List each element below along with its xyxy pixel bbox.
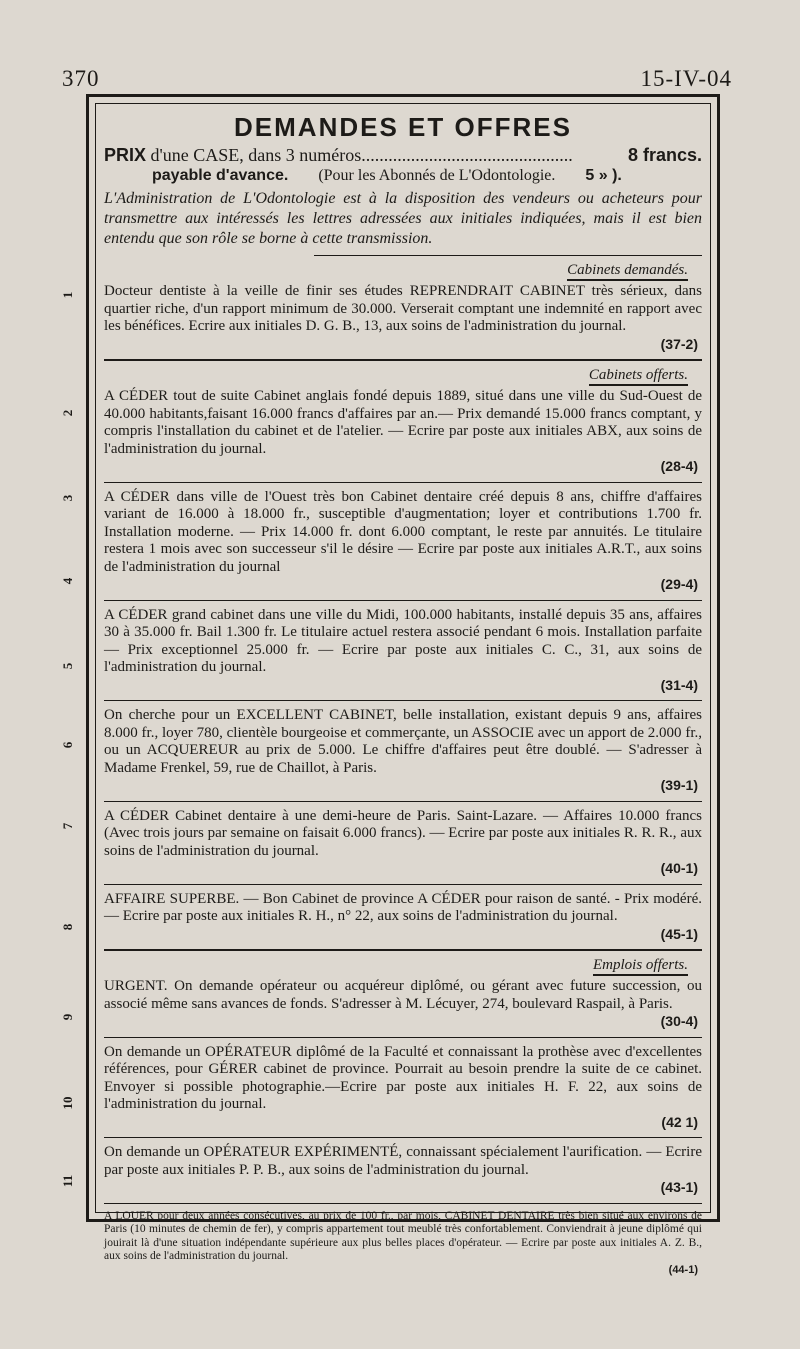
ad-reference: (44-1) <box>668 1263 698 1276</box>
margin-number: 3 <box>60 494 75 502</box>
ad-text: On cherche pour un EXCELLENT CABINET, belle installation, existant depuis 9 ans, affaires 8.000 fr., loyer 780, clientèle bourgeoise et commerçante, un ASSOCIE avec un apport de 2.000 fr., ou un ACQUEREUR au prix de 5.000. Le chiffre d'affaires peut être doublé. — S'adresser à Madame Frenkel, 59, rue de Chaillot, à Paris. <box>104 707 702 776</box>
divider <box>104 949 702 951</box>
ad-31 <box>104 607 702 695</box>
ad-reference: (30-4) <box>660 1013 698 1029</box>
ads-frame <box>86 94 720 1276</box>
payable-label: payable d'avance. <box>152 167 289 184</box>
page-number: 370 <box>62 66 100 91</box>
ad-text: AFFAIRE SUPERBE. — Bon Cabinet de province A CÉDER pour raison de santé. - Prix modéré. — Ecrire par poste aux initiales R. H., n° 22, aux soins de l'administration du journal. <box>104 890 702 924</box>
ad-40 <box>104 808 702 878</box>
issue-date: 15-IV-04 <box>640 66 732 91</box>
divider <box>104 700 702 701</box>
divider <box>104 801 702 802</box>
divider <box>104 482 702 483</box>
ad-text: On demande un OPÉRATEUR diplômé de la Faculté et connaissant la prothèse avec d'excellentes références, pour GÉRER cabinet de province. Pourrait au besoin prendre la suite de ce cabinet. Envoyer si possible photographie.—Ecrire par poste aux initiales H. F. 22, aux soins de l'administration du journal. <box>104 1043 702 1112</box>
ad-28 <box>104 388 702 476</box>
ad-29 <box>104 489 702 594</box>
ad-reference: (45-1) <box>660 925 698 942</box>
divider <box>104 1037 702 1038</box>
divider <box>104 359 702 361</box>
margin-number: 11 <box>60 1174 75 1188</box>
ads-frame-inner <box>95 103 711 1276</box>
ad-reference: (39-1) <box>660 777 698 793</box>
ad-text: On demande un OPÉRATEUR EXPÉRIMENTÉ, connaissant spécialement l'aurification. — Ecrire par poste aux initiales P. P. B., aux soins de l'administration du journal. <box>104 1144 702 1178</box>
ad-39 <box>104 707 702 795</box>
margin-number: 10 <box>60 1096 75 1110</box>
section-heading-text: Emplois offerts. <box>593 957 688 976</box>
ad-text: URGENT. On demande opérateur ou acquéreur diplômé, ou gérant avec future succession, ou associé même sans avances de fonds. S'adresser à M. Lécuyer, 274, boulevard Raspail, à Paris. <box>104 978 702 1012</box>
intro-notice: L'Administration de L'Odontologie est à la disposition des vendeurs ou acheteurs pour transmettre aux intéressés les lettres adressées aux initiales indiquées, mais il est bien entendu que son rôle se borne à cette transmission. <box>104 190 702 247</box>
price-subline <box>104 166 702 186</box>
section-heading-offered <box>104 367 688 384</box>
margin-number: 8 <box>60 923 75 931</box>
price-amount: 8 francs. <box>627 145 702 165</box>
margin-number: 6 <box>60 741 75 749</box>
divider <box>104 1137 702 1138</box>
ad-text: A CÉDER Cabinet dentaire à une demi-heure de Paris. Saint-Lazare. — Affaires 10.000 francs (Avec trois jours par semaine on faisait 6.000 francs). — Ecrire par poste aux initiales R. R. R., aux soins de l'administration du journal. <box>104 807 702 859</box>
price-text: d'une CASE, dans 3 numéros <box>150 145 362 165</box>
margin-number: 1 <box>60 291 75 299</box>
ad-reference: (28-4) <box>660 458 698 474</box>
ad-42 <box>104 1044 702 1132</box>
price-label: PRIX <box>104 145 147 165</box>
section-heading-demanded <box>104 262 688 279</box>
price-line <box>104 145 702 166</box>
ad-reference: (31-4) <box>660 676 698 693</box>
ad-37 <box>104 283 702 353</box>
ad-text: A CÉDER dans ville de l'Ouest très bon Cabinet dentaire créé depuis 8 ans, chiffre d'affaires variant de 16.000 à 18.000 fr., susceptible d'augmentation; loyer et contributions 1.700 fr. Installation moderne. — Prix 14.000 fr. dont 6.000 comptant, le reste par annuités. Le titulaire restera 1 mois avec son successeur s'il le désire — Ecrire par poste aux initiales A.R.T., aux soins de l'administration du journal <box>104 488 702 575</box>
subscriber-price-label: (Pour les Abonnés de L'Odontologie. <box>318 167 556 184</box>
divider <box>314 255 702 256</box>
ad-45 <box>104 891 702 944</box>
ad-text: Docteur dentiste à la veille de finir ses études REPRENDRAIT CABINET très sérieux, dans quartier riche, d'un rapport minimum de 30.000. Verserait comptant une indemnité en rapport avec les bénéfices. Ecrire aux initiales D. G. B., 13, aux soins de l'administration du journal. <box>104 283 702 334</box>
section-heading-jobs <box>104 957 688 974</box>
ad-43 <box>104 1144 702 1197</box>
subscriber-price-amount: 5 » ). <box>585 167 622 184</box>
margin-number: 4 <box>60 577 75 585</box>
margin-number: 9 <box>60 1013 75 1021</box>
ad-30 <box>104 978 702 1031</box>
ad-reference: (37-2) <box>660 335 698 352</box>
ad-reference: (43-1) <box>660 1179 698 1195</box>
ad-reference: (29-4) <box>660 576 698 592</box>
ad-44 <box>104 1210 702 1278</box>
ad-text: A LOUER pour deux années consécutives, au prix de 100 fr., par mois, CABINET DENTAIRE très bien situé aux environs de Paris (10 minutes de chemin de fer), y compris appartement tout meublé très confortablement. Conviendrait à jeune diplômé qui jouirait là d'une situation indépendante supérieure aux plus belles places d'opérateur. — Ecrire par poste aux initiales A. Z. B., aux soins de l'administration du journal. <box>104 1209 702 1262</box>
price-dots: ............................................... <box>361 145 573 165</box>
ad-reference: (42 1) <box>661 1113 698 1130</box>
section-heading-text: Cabinets demandés. <box>567 262 688 281</box>
margin-number: 2 <box>60 409 75 417</box>
divider <box>104 600 702 601</box>
ad-text: A CÉDER grand cabinet dans une ville du Midi, 100.000 habitants, installé depuis 35 ans, affaires 30 à 35.000 fr. Bail 1.300 fr. Le titulaire actuel restera associé pendant 6 mois. Installation parfaite — Prix exceptionnel 25.000 fr. — Ecrire par poste aux initiales C. C., 31, aux soins de l'administration du journal. <box>104 606 702 675</box>
section-heading-text: Cabinets offerts. <box>589 367 688 386</box>
ad-text: A CÉDER tout de suite Cabinet anglais fondé depuis 1889, situé dans une ville du Sud-Ouest de 40.000 habitants,faisant 16.000 francs d'affaires par an.— Prix demandé 15.000 francs comptant, y compris l'installation du cabinet et de l'atelier. — Ecrire par poste aux initiales ABX, aux soins de l'administration du journal. <box>104 388 702 457</box>
ad-reference: (40-1) <box>660 860 698 876</box>
margin-number: 5 <box>60 662 75 670</box>
divider <box>104 884 702 885</box>
page-title: DEMANDES ET OFFRES <box>234 112 572 142</box>
divider <box>104 1203 702 1204</box>
margin-number: 7 <box>60 822 75 830</box>
